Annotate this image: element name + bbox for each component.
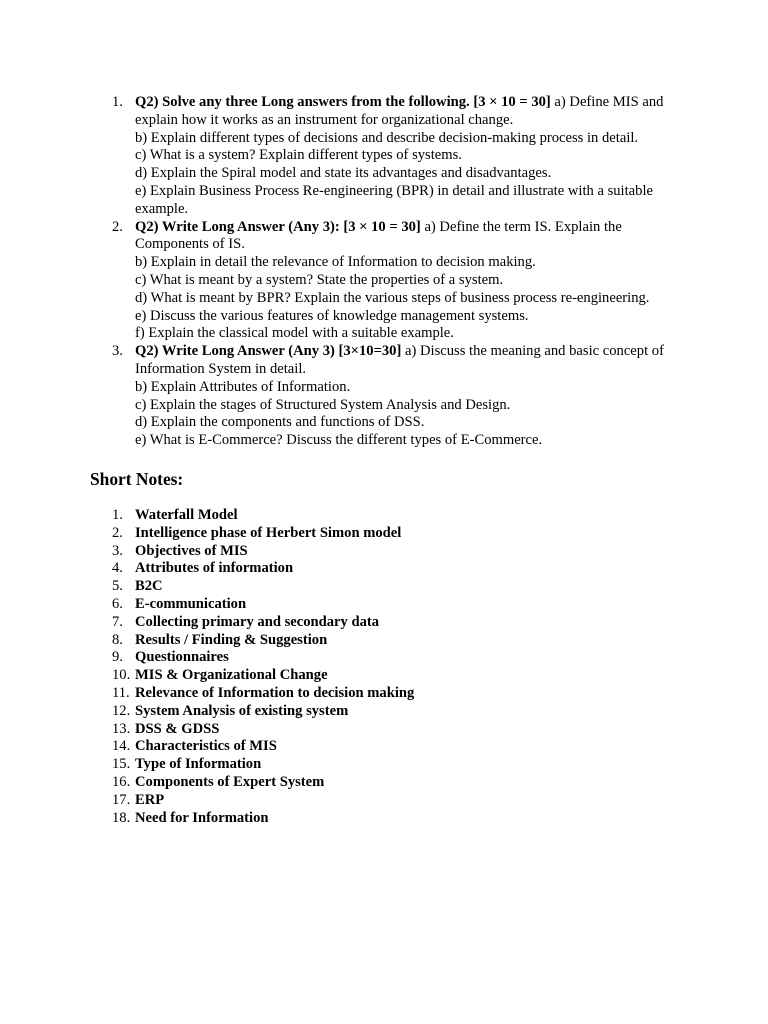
question-part: c) Explain the stages of Structured System Analysis and Design. [135, 396, 511, 413]
question-number: 2. [112, 218, 123, 235]
short-note-number: 18. [112, 809, 131, 826]
short-note-number: 5. [112, 578, 123, 595]
short-note-text: Questionnaires [135, 649, 229, 666]
short-note-item [100, 525, 600, 543]
short-note-text: Components of Expert System [135, 773, 325, 790]
question-first-line [135, 343, 680, 379]
short-note-item [100, 507, 600, 525]
short-note-text: E-communication [135, 595, 247, 612]
long-answer-question-list [100, 94, 680, 450]
short-note-text: MIS & Organizational Change [135, 667, 328, 684]
short-note-text: ERP [135, 791, 165, 808]
short-note-number: 2. [112, 524, 123, 541]
question-part: f) Explain the classical model with a suitable example. [135, 325, 454, 342]
question-part: e) Explain Business Process Re-engineering (BPR) in detail and illustrate with a suitable example. [135, 182, 653, 217]
question-heading: Q2) Write Long Answer (Any 3) [3×10=30] [135, 343, 402, 360]
short-note-item [100, 543, 600, 561]
short-note-number: 12. [112, 702, 131, 719]
short-note-item [100, 810, 600, 828]
question-number: 3. [112, 343, 123, 360]
short-note-item [100, 578, 600, 596]
question-part: e) Discuss the various features of knowledge management systems. [135, 307, 529, 324]
short-note-item [100, 649, 600, 667]
question-part: a) Define the term IS. Explain the Components of IS. [135, 218, 622, 253]
short-note-text: Collecting primary and secondary data [135, 613, 380, 630]
short-note-text: System Analysis of existing system [135, 702, 349, 719]
short-note-number: 8. [112, 631, 123, 648]
question-part: a) Discuss the meaning and basic concept of Information System in detail. [135, 343, 664, 377]
question-heading: Q2) Solve any three Long answers from the following. [3 × 10 = 30] [135, 94, 551, 110]
question-part: d) Explain the Spiral model and state its advantages and disadvantages. [135, 165, 552, 182]
short-note-item [100, 685, 600, 703]
short-note-number: 11. [112, 684, 130, 701]
short-note-text: Relevance of Information to decision making [135, 684, 415, 701]
question-item [100, 219, 680, 344]
short-note-number: 9. [112, 649, 123, 666]
short-note-item [100, 560, 600, 578]
question-part: e) What is E-Commerce? Discuss the different types of E-Commerce. [135, 432, 543, 449]
short-note-number: 10. [112, 667, 131, 684]
short-note-number: 13. [112, 720, 131, 737]
short-note-text: Objectives of MIS [135, 542, 248, 559]
question-part: b) Explain different types of decisions and describe decision-making process in detail. [135, 129, 639, 146]
short-note-text: Type of Information [135, 756, 262, 773]
question-part: d) What is meant by BPR? Explain the various steps of business process re-engineering. [135, 289, 650, 306]
short-note-text: Need for Information [135, 809, 269, 826]
short-note-item [100, 667, 600, 685]
question-part: c) What is a system? Explain different types of systems. [135, 147, 462, 164]
short-note-number: 6. [112, 595, 123, 612]
question-number: 1. [112, 94, 123, 110]
question-part: b) Explain in detail the relevance of Information to decision making. [135, 254, 536, 271]
short-note-text: Intelligence phase of Herbert Simon model [135, 524, 402, 541]
question-item [100, 94, 680, 219]
short-note-item [100, 632, 600, 650]
short-note-item [100, 756, 600, 774]
short-notes-list [100, 507, 600, 827]
question-part: b) Explain Attributes of Information. [135, 378, 351, 395]
short-note-text: Characteristics of MIS [135, 738, 277, 755]
short-note-item [100, 738, 600, 756]
question-part: d) Explain the components and functions of DSS. [135, 414, 425, 431]
question-heading: Q2) Write Long Answer (Any 3): [3 × 10 = 30] [135, 218, 421, 235]
short-note-number: 17. [112, 791, 131, 808]
short-note-text: B2C [135, 578, 163, 595]
short-note-number: 14. [112, 738, 131, 755]
short-note-item [100, 614, 600, 632]
short-note-number: 4. [112, 560, 123, 577]
short-note-text: Results / Finding & Suggestion [135, 631, 328, 648]
question-part: c) What is meant by a system? State the properties of a system. [135, 271, 504, 288]
short-notes-title: Short Notes: [90, 469, 184, 489]
question-item [100, 343, 680, 450]
short-note-number: 3. [112, 542, 123, 559]
short-note-item [100, 774, 600, 792]
short-note-item [100, 792, 600, 810]
short-note-number: 16. [112, 773, 131, 790]
short-note-text: Attributes of information [135, 560, 294, 577]
short-note-item [100, 596, 600, 614]
short-note-item [100, 721, 600, 739]
short-note-number: 15. [112, 756, 131, 773]
short-note-number: 1. [112, 507, 123, 523]
question-first-line [135, 94, 680, 130]
short-note-text: Waterfall Model [135, 507, 238, 523]
short-note-number: 7. [112, 613, 123, 630]
short-note-text: DSS & GDSS [135, 720, 220, 737]
short-note-item [100, 703, 600, 721]
question-part: a) Define MIS and explain how it works as an instrument for organizational change. [135, 94, 664, 128]
question-first-line [135, 219, 680, 255]
